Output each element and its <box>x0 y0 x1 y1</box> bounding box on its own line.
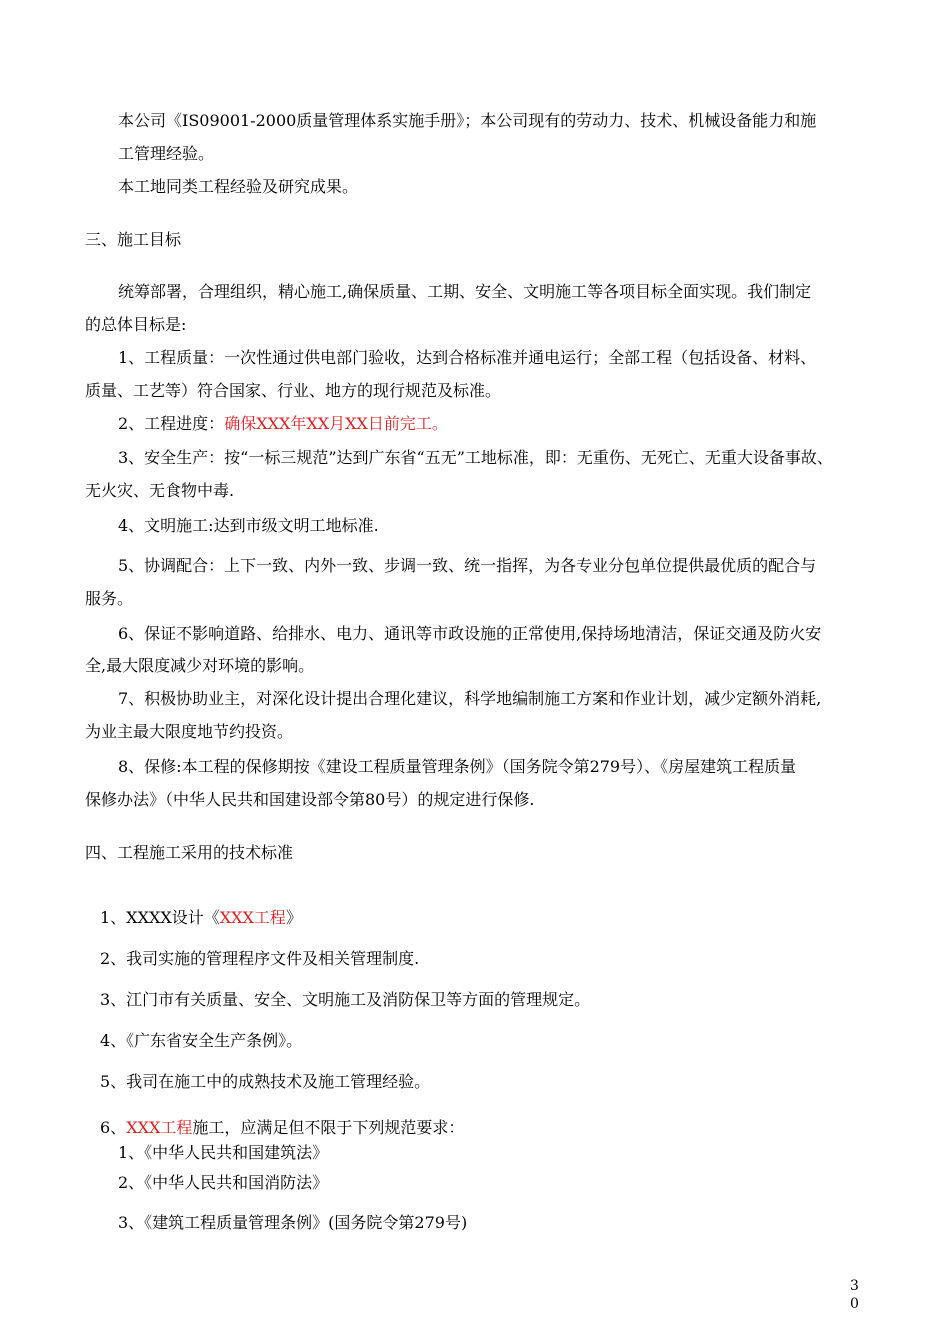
goal-assist-owner-line-1: 7、积极协助业主，对深化设计提出合理化建议，科学地编制施工方案和作业计划，减少定额外消耗, <box>118 689 822 708</box>
goal-environment-line-2: 全,最大限度减少对环境的影响。 <box>85 656 315 675</box>
standard-specifications-project: XXX工程 <box>126 1118 193 1137</box>
basis-paragraph-1-line-1: 本公司《IS09001-2000质量管理体系实施手册》；本公司现有的劳动力、技术、机械设备能力和施 <box>118 111 817 130</box>
standard-design <box>100 908 302 928</box>
goal-environment-line-1: 6、保证不影响道路、给排水、电力、通讯等市政设施的正常使用,保持场地清洁，保证交通及防火安 <box>118 624 822 643</box>
section-4-heading: 四、工程施工采用的技术标准 <box>85 843 294 862</box>
basis-paragraph-1-line-2: 工管理经验。 <box>118 144 215 163</box>
goals-intro-line-1: 统筹部署，合理组织，精心施工,确保质量、工期、安全、文明施工等各项目标全面实现。我们制定 <box>118 282 812 301</box>
page-number-digit-1: 3 <box>850 1278 859 1294</box>
goal-safety-line-1: 3、安全生产：按“一标三规范”达到广东省“五无”工地标准，即：无重伤、无死亡、无重大设备事故、 <box>118 448 833 467</box>
spec-quality-regulation: 3、《建筑工程质量管理条例》(国务院令第279号) <box>118 1213 468 1232</box>
standard-design-suffix: 》 <box>285 908 302 927</box>
goal-quality-line-2: 质量、工艺等）符合国家、行业、地方的现行规范及标准。 <box>85 381 502 400</box>
standard-procedures: 2、我司实施的管理程序文件及相关管理制度. <box>100 949 420 968</box>
goal-coordination-line-1: 5、协调配合：上下一致、内外一致、步调一致、统一指挥，为各专业分包单位提供最优质的配合与 <box>118 556 817 575</box>
page-number-digit-2: 0 <box>850 1296 859 1312</box>
standard-design-project: XXX工程 <box>219 908 286 927</box>
standard-experience: 5、我司在施工中的成熟技术及施工管理经验。 <box>100 1072 431 1091</box>
goal-schedule <box>118 414 448 434</box>
standard-design-prefix: 1、XXXX设计《 <box>100 908 220 927</box>
standard-specifications-prefix: 6、 <box>100 1118 127 1137</box>
goal-assist-owner-line-2: 为业主最大限度地节约投资。 <box>85 722 294 741</box>
standard-guangdong-safety: 4、《广东省安全生产条例》。 <box>100 1031 303 1050</box>
goal-schedule-deadline: 确保XXX年XX月XX日前完工。 <box>224 414 448 433</box>
goal-quality-line-1: 1、工程质量：一次性通过供电部门验收，达到合格标准并通电运行；全部工程（包括设备、材料、 <box>118 348 817 367</box>
standard-jiangmen: 3、江门市有关质量、安全、文明施工及消防保卫等方面的管理规定。 <box>100 990 591 1009</box>
goal-coordination-line-2: 服务。 <box>85 589 134 608</box>
goal-warranty-line-1: 8、保修:本工程的保修期按《建设工程质量管理条例》（国务院令第279号）、《房屋建筑工程质量 <box>118 757 797 776</box>
goal-warranty-line-2: 保修办法》（中华人民共和国建设部令第80号）的规定进行保修. <box>85 790 535 809</box>
section-3-heading: 三、施工目标 <box>85 230 182 249</box>
goals-intro-line-2: 的总体目标是: <box>85 315 187 334</box>
spec-fire-law: 2、《中华人民共和国消防法》 <box>118 1173 329 1192</box>
goal-civilized: 4、文明施工:达到市级文明工地标准. <box>118 516 379 535</box>
spec-construction-law: 1、《中华人民共和国建筑法》 <box>118 1143 329 1162</box>
basis-paragraph-2: 本工地同类工程经验及研究成果。 <box>118 177 359 196</box>
standard-specifications <box>100 1118 464 1138</box>
goal-safety-line-2: 无火灾、无食物中毒. <box>85 481 235 500</box>
standard-specifications-suffix: 施工，应满足但不限于下列规范要求： <box>192 1118 465 1137</box>
goal-schedule-label: 2、工程进度： <box>118 414 225 433</box>
